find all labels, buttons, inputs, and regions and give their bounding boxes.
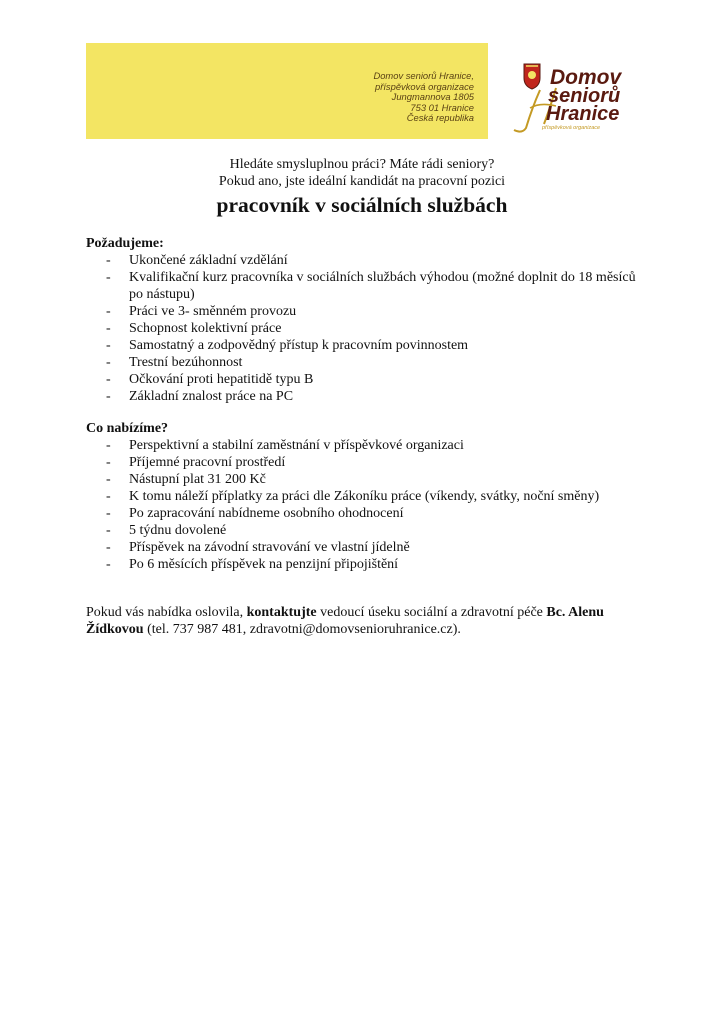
list-dash: - — [106, 253, 111, 268]
logo-subtitle: příspěvková organizace — [542, 125, 601, 131]
intro-line: Pokud ano, jste ideální kandidát na pracovní pozici — [218, 174, 506, 189]
list-item-text: 5 týdnu dovolené — [129, 523, 227, 538]
list-dash: - — [106, 389, 111, 404]
list-item-text: Příspěvek na závodní stravování ve vlastní jídelně — [129, 540, 410, 555]
list-dash: - — [106, 304, 111, 319]
list-item — [86, 252, 646, 269]
contact-emphasis: kontaktujte — [246, 605, 317, 620]
list-item-text: Trestní bezúhonnost — [129, 355, 243, 370]
list-item — [86, 488, 646, 505]
logo-text-line: Hranice — [546, 103, 620, 125]
requirements-list — [86, 252, 646, 405]
list-item-text: Samostatný a zodpovědný přístup k pracovním povinnostem — [129, 338, 469, 353]
list-dash: - — [106, 270, 111, 285]
logo-text-line: seniorů — [548, 85, 621, 107]
list-dash: - — [106, 540, 111, 555]
requirements-heading: Požadujeme: — [86, 236, 164, 251]
address-line: 753 01 Hranice — [410, 101, 474, 113]
list-dash: - — [106, 506, 111, 521]
list-item — [86, 371, 646, 388]
organization-logo — [506, 58, 646, 138]
list-item — [86, 388, 646, 405]
list-item-text: Ukončené základní vzdělání — [129, 253, 288, 268]
list-dash: - — [106, 372, 111, 387]
list-item — [86, 269, 646, 303]
list-dash: - — [106, 523, 111, 538]
list-item — [86, 556, 646, 573]
address-line: příspěvková organizace — [374, 80, 474, 92]
list-item — [86, 505, 646, 522]
list-dash: - — [106, 557, 111, 572]
offers-heading: Co nabízíme? — [86, 421, 169, 436]
list-dash: - — [106, 489, 111, 504]
contact-paragraph — [86, 604, 646, 638]
list-dash: - — [106, 355, 111, 370]
contact-text: vedoucí úseku sociální a zdravotní péče — [316, 605, 547, 620]
list-item-text: K tomu náleží příplatky za práci dle Zákoníku práce (víkendy, svátky, noční směny) — [129, 489, 600, 504]
contact-text: Pokud vás nabídka oslovila, — [86, 605, 247, 620]
address-line: Česká republika — [406, 112, 474, 124]
list-item — [86, 320, 646, 337]
contact-details: (tel. 737 987 481, zdravotni@domovsenioruhranice.cz). — [143, 622, 461, 637]
contact-person: Bc. Alenu Žídkovou — [86, 605, 604, 637]
organization-address — [373, 71, 474, 124]
list-dash: - — [106, 455, 111, 470]
list-item-text: Schopnost kolektivní práce — [129, 321, 282, 336]
address-line: Jungmannova 1805 — [391, 91, 474, 103]
job-title: pracovník v sociálních službách — [216, 193, 508, 217]
list-item — [86, 337, 646, 354]
header-banner — [86, 43, 488, 139]
list-item-text: Nástupní plat 31 200 Kč — [129, 472, 266, 487]
list-item — [86, 471, 646, 488]
list-item-text: Perspektivní a stabilní zaměstnání v příspěvkové organizaci — [129, 438, 464, 453]
list-item — [86, 437, 646, 454]
list-item-text: Příjemné pracovní prostředí — [129, 455, 286, 470]
intro-line: Hledáte smysluplnou práci? Máte rádi seniory? — [229, 157, 495, 172]
list-item — [86, 303, 646, 320]
list-item — [86, 354, 646, 371]
list-item-text: Po zapracování nabídneme osobního ohodnocení — [129, 506, 404, 521]
offers-list — [86, 437, 646, 573]
list-item-text: Po 6 měsících příspěvek na penzijní připojištění — [129, 557, 399, 572]
list-item-text: Základní znalost práce na PC — [129, 389, 294, 404]
list-item-text: Kvalifikační kurz pracovníka v sociálních službách výhodou (možné doplnit do 18 měsíců po nástupu) — [129, 270, 636, 302]
list-dash: - — [106, 321, 111, 336]
list-dash: - — [106, 472, 111, 487]
list-dash: - — [106, 438, 111, 453]
list-item-text: Očkování proti hepatitidě typu B — [129, 372, 314, 387]
list-item — [86, 454, 646, 471]
logo-text-line: Domov — [550, 66, 622, 89]
list-item — [86, 522, 646, 539]
address-line: Domov seniorů Hranice, — [373, 70, 474, 81]
list-item — [86, 539, 646, 556]
list-dash: - — [106, 338, 111, 353]
list-item-text: Práci ve 3- směnném provozu — [129, 304, 297, 319]
